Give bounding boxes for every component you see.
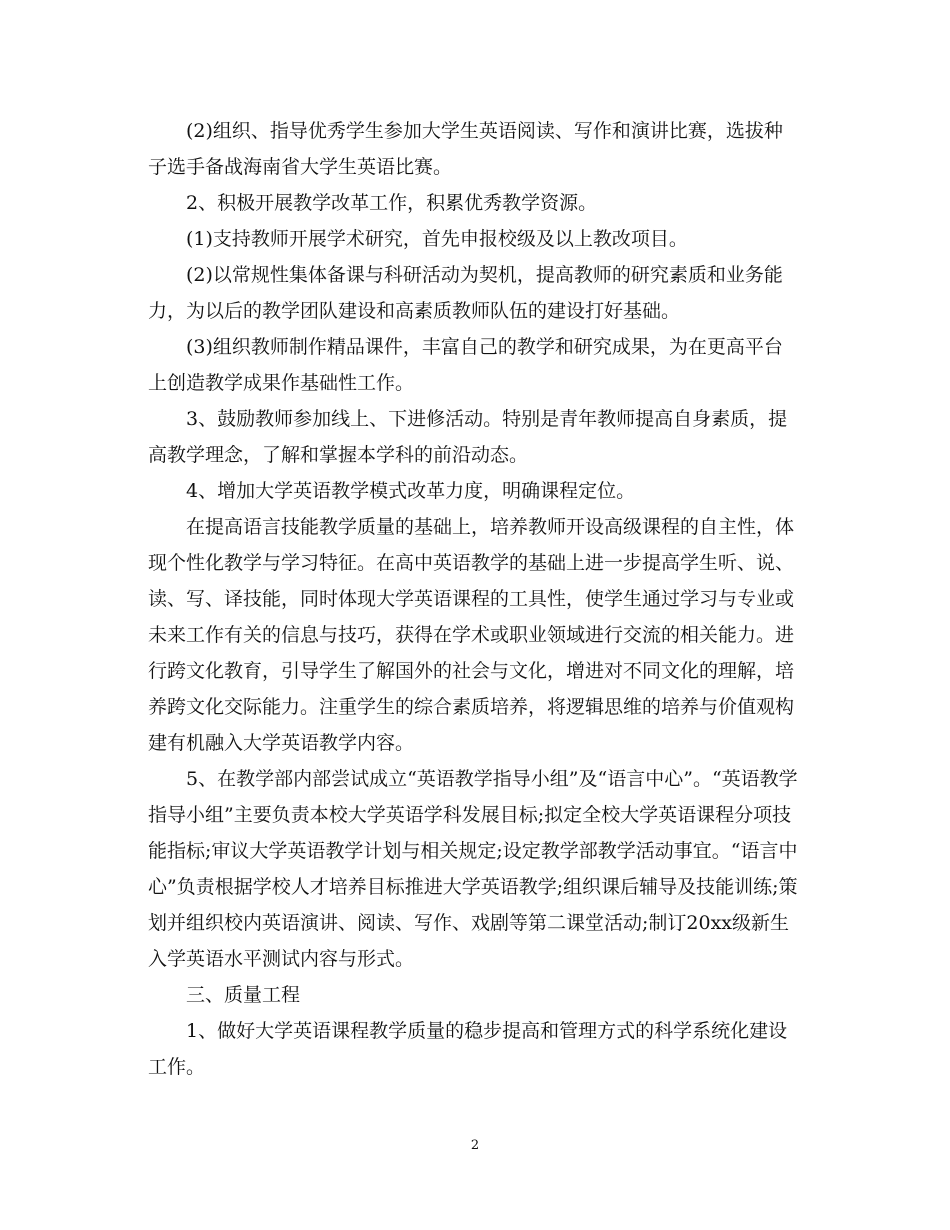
paragraph-quality-heading: 三、质量工程 [186,984,301,1006]
page-number: 2 [470,1138,480,1153]
paragraph-training: 3、鼓励教师参加线上、下进修活动。特别是青年教师提高自身素质，提高教学理念，了解和掌握本学科的前沿动态。 [148,408,788,466]
paragraph-competition: (2)组织、指导优秀学生参加大学生英语阅读、写作和演讲比赛，选拔种子选手备战海南省大学生英语比赛。 [148,120,783,178]
paragraph-courseware: (3)组织教师制作精品课件，丰富自己的教学和研究成果，为在更高平台上创造教学成果作基础性工作。 [148,336,783,394]
paragraph-research-support: (1)支持教师开展学术研究，首先申报校级及以上教改项目。 [186,228,688,250]
paragraph-reform-heading: 2、积极开展教学改革工作，积累优秀教学资源。 [186,192,598,214]
paragraph-quality-item: 1、做好大学英语课程教学质量的稳步提高和管理方式的科学系统化建设工作。 [148,1020,788,1078]
document-body [148,113,798,1085]
paragraph-collective-preparation: (2)以常规性集体备课与科研活动为契机，提高教师的研究素质和业务能力，为以后的教学团队建设和高素质教师队伍的建设打好基础。 [148,264,783,322]
paragraph-model-reform: 4、增加大学英语教学模式改革力度，明确课程定位。 [186,480,636,502]
paragraph-guidance-group: 5、在教学部内部尝试成立“英语教学指导小组”及“语言中心”。“英语教学指导小组”主要负责本校大学英语学科发展目标;拟定全校大学英语课程分项技能指标;审议大学英语教学计划与相关规定;设定教学部教学活动事宜。“语言中心”负责根据学校人才培养目标推进大学英语教学;组织课后辅导及技能训练;策划并组织校内英语演讲、阅读、写作、戏剧等第二课堂活动;制订20xx级新生入学英语水平测试内容与形式。 [148,768,798,970]
paragraph-language-skills: 在提高语言技能教学质量的基础上，培养教师开设高级课程的自主性，体现个性化教学与学习特征。在高中英语教学的基础上进一步提高学生听、说、读、写、译技能，同时体现大学英语课程的工具性，使学生通过学习与专业或未来工作有关的信息与技巧，获得在学术或职业领域进行交流的相关能力。进行跨文化教育，引导学生了解国外的社会与文化，增进对不同文化的理解，培养跨文化交际能力。注重学生的综合素质培养，将逻辑思维的培养与价值观构建有机融入大学英语教学内容。 [148,516,795,754]
